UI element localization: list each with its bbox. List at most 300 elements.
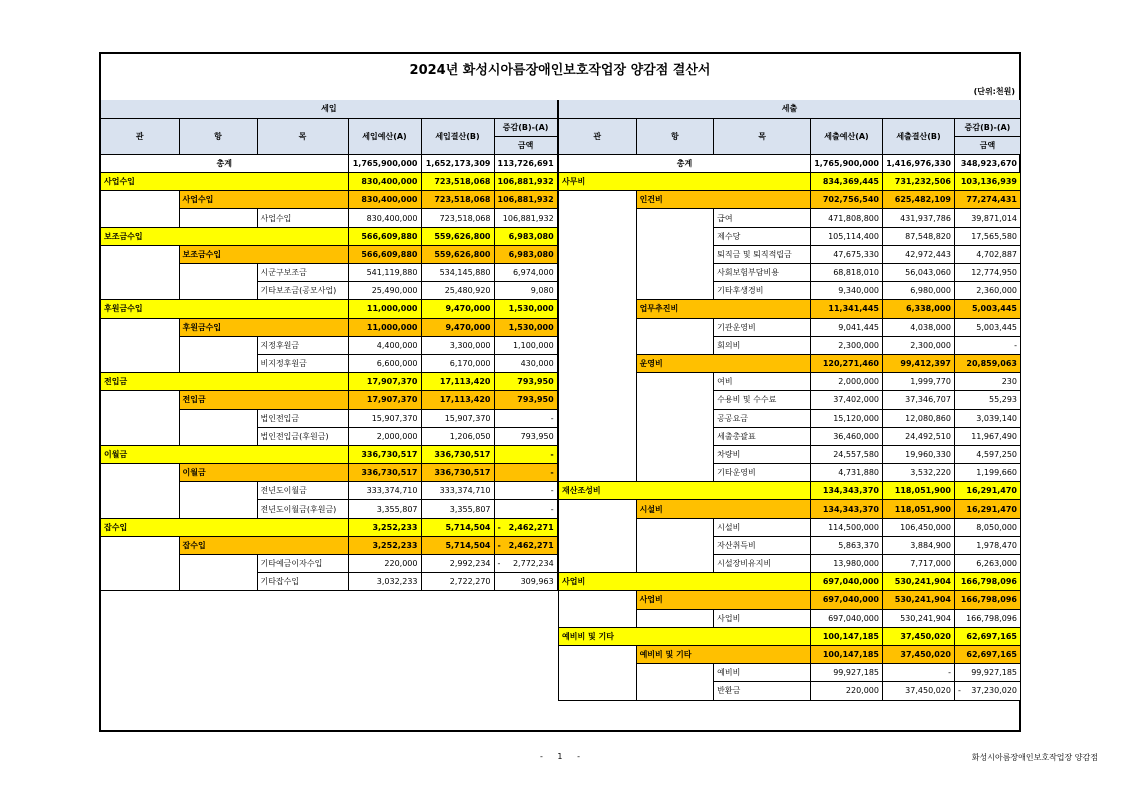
budget-value: 336,730,517 [348,464,421,482]
settle-value: 2,300,000 [883,336,955,354]
blank-hang-cell [179,409,257,445]
diff-value [954,573,1020,591]
row-label-mok: 시설장비유지비 [714,555,811,573]
row-label-hang: 예비비 및 기타 [636,645,810,663]
diff-value [954,500,1020,518]
blank-gwan-cell [559,645,637,700]
total-label: 총계 [101,154,348,172]
diff-value [494,191,557,209]
diff-amount: 55,293 [989,395,1017,405]
budget-value: 5,863,370 [811,536,883,554]
total-budget: 1,765,900,000 [348,154,421,172]
settle-value: 1,206,050 [421,427,494,445]
table-row [101,300,557,318]
income-table [101,100,558,591]
diff-value [954,609,1020,627]
diff-amount: 103,136,939 [960,177,1017,187]
table-row [559,173,1021,191]
settle-value: 17,113,420 [421,391,494,409]
budget-value: 100,147,185 [811,645,883,663]
diff-value [954,245,1020,263]
diff-amount: 2,772,234 [512,559,554,569]
diff-amount: 793,950 [520,431,554,441]
row-label-hang: 잡수입 [179,536,348,554]
settle-value: 6,170,000 [421,354,494,372]
diff-value [494,464,557,482]
header-diff-amount: 금액 [954,136,1020,154]
income-section-title: 세입 [101,100,557,118]
row-label-mok: 시설비 [714,518,811,536]
table-row [559,191,1021,209]
diff-value [494,264,557,282]
settle-value: 625,482,109 [883,191,955,209]
diff-amount: 39,871,014 [971,213,1017,223]
table-row [101,227,557,245]
table-row [101,445,557,463]
settle-value: 24,492,510 [883,427,955,445]
diff-amount: 106,881,932 [502,213,554,223]
budget-value: 36,460,000 [811,427,883,445]
budget-value: 114,500,000 [811,518,883,536]
budget-value: 134,343,370 [811,500,883,518]
row-label-mok: 급여 [714,209,811,227]
blank-gwan-cell [559,591,637,627]
negative-sign: - [957,686,961,696]
negative-sign: - [497,540,501,550]
diff-value [494,518,557,536]
document-title: 2024년 화성시아름장애인보호작업장 양감점 결산서 [409,63,711,78]
blank-gwan-cell [101,318,179,373]
row-label-mok: 공공요금 [714,409,811,427]
diff-value [954,591,1020,609]
diff-amount: - [550,449,554,459]
settle-value: 87,548,820 [883,227,955,245]
settle-value: 336,730,517 [421,445,494,463]
diff-amount: 1,100,000 [512,340,554,350]
diff-value [954,264,1020,282]
diff-amount: 6,974,000 [512,268,554,278]
budget-value: 3,252,233 [348,518,421,536]
settle-value: 723,518,068 [421,209,494,227]
settle-value: 3,355,807 [421,500,494,518]
budget-value: 333,374,710 [348,482,421,500]
row-label-gwan: 사업수입 [101,173,348,191]
row-label-hang: 사업비 [636,591,810,609]
row-label-mok: 세출총괄표 [714,427,811,445]
header-mok: 목 [257,118,348,154]
row-label-mok: 기관운영비 [714,318,811,336]
diff-value [494,227,557,245]
blank-hang-cell [636,609,714,627]
table-row [101,373,557,391]
settle-value: 9,470,000 [421,318,494,336]
header-diff: 증감(B)-(A) [954,118,1020,136]
settle-value: 6,980,000 [883,282,955,300]
diff-amount: 62,697,165 [966,650,1017,660]
settle-value: 7,717,000 [883,555,955,573]
blank-hang-cell [179,264,257,300]
row-label-mok: 퇴직금 및 퇴직적립금 [714,245,811,263]
budget-value: 4,400,000 [348,336,421,354]
settle-value: 5,714,504 [421,536,494,554]
row-label-gwan: 이월금 [101,445,348,463]
diff-value [954,427,1020,445]
diff-amount: 77,274,431 [966,195,1017,205]
row-label-mok: 법인전입금 [257,409,348,427]
settle-value: 56,043,060 [883,264,955,282]
diff-amount: 309,963 [520,577,554,587]
settle-value: 530,241,904 [883,573,955,591]
table-row [559,500,1021,518]
row-label-mok: 기타잡수입 [257,573,348,591]
header-budget: 세입예산(A) [348,118,421,154]
budget-value: 99,927,185 [811,664,883,682]
settle-value: 530,241,904 [883,609,955,627]
row-label-gwan: 후원금수입 [101,300,348,318]
diff-value [494,482,557,500]
diff-amount: 793,950 [517,377,554,387]
row-label-gwan: 예비비 및 기타 [559,627,811,645]
diff-value [954,300,1020,318]
diff-amount: 11,967,490 [971,431,1017,441]
diff-amount: 106,881,932 [497,195,554,205]
budget-value: 11,000,000 [348,300,421,318]
budget-value: 834,369,445 [811,173,883,191]
table-row [101,173,557,191]
row-label-mok: 기타보조금(공모사업) [257,282,348,300]
diff-amount: 4,702,887 [976,249,1017,259]
budget-value: 220,000 [348,555,421,573]
total-settle: 1,416,976,330 [883,154,955,172]
budget-value: 9,340,000 [811,282,883,300]
blank-hang-cell [636,318,714,354]
row-label-hang: 전입금 [179,391,348,409]
diff-value [954,682,1020,700]
row-label-mok: 제수당 [714,227,811,245]
header-budget: 세출예산(A) [811,118,883,154]
settle-value: 19,960,330 [883,445,955,463]
diff-amount: 2,360,000 [976,286,1017,296]
diff-amount: - [550,468,554,478]
header-gwan: 관 [101,118,179,154]
total-budget: 1,765,900,000 [811,154,883,172]
table-row [559,627,1021,645]
settle-value: 37,450,020 [883,682,955,700]
diff-amount: 16,291,470 [966,504,1017,514]
row-label-mok: 차량비 [714,445,811,463]
header-gwan: 관 [559,118,637,154]
budget-value: 134,343,370 [811,482,883,500]
table-row [101,318,557,336]
diff-value [494,391,557,409]
table-row [559,482,1021,500]
diff-value [954,445,1020,463]
diff-amount: 4,597,250 [976,449,1017,459]
negative-sign: - [497,559,501,569]
diff-amount: 6,983,080 [508,231,554,241]
diff-value [954,664,1020,682]
diff-value [954,536,1020,554]
diff-value [494,336,557,354]
row-label-gwan: 재산조성비 [559,482,811,500]
settle-value: 9,470,000 [421,300,494,318]
settle-value: 336,730,517 [421,464,494,482]
row-label-gwan: 보조금수입 [101,227,348,245]
row-label-mok: 여비 [714,373,811,391]
budget-value: 697,040,000 [811,573,883,591]
row-label-mok: 전년도이월금(후원금) [257,500,348,518]
blank-hang-cell [636,664,714,700]
row-label-mok: 사업비 [714,609,811,627]
diff-amount: 5,003,445 [971,304,1017,314]
settle-value: 15,907,370 [421,409,494,427]
expense-table [558,100,1021,701]
row-label-gwan: 사업비 [559,573,811,591]
row-label-hang: 인건비 [636,191,810,209]
table-row [559,573,1021,591]
budget-value: 2,300,000 [811,336,883,354]
settle-value: 37,346,707 [883,391,955,409]
footer-organization: 화성시아름장애인보호작업장 양감점 [971,753,1098,762]
row-label-mok: 기타후생경비 [714,282,811,300]
budget-value: 697,040,000 [811,591,883,609]
budget-value: 47,675,330 [811,245,883,263]
diff-value [494,536,557,554]
diff-amount: 106,881,932 [497,177,554,187]
row-label-mok: 기타예금이자수입 [257,555,348,573]
settle-value: 2,992,234 [421,555,494,573]
budget-value: 4,731,880 [811,464,883,482]
budget-value: 3,252,233 [348,536,421,554]
row-label-mok: 법인전입금(후원금) [257,427,348,445]
diff-value [954,354,1020,372]
blank-gwan-cell [101,391,179,446]
settle-value: 1,999,770 [883,373,955,391]
budget-value: 37,402,000 [811,391,883,409]
total-label: 총계 [559,154,811,172]
table-row [101,464,557,482]
header-settle: 세입결산(B) [421,118,494,154]
diff-value [494,500,557,518]
blank-hang-cell [179,555,257,591]
budget-value: 830,400,000 [348,191,421,209]
total-settle: 1,652,173,309 [421,154,494,172]
row-label-mok: 사업수입 [257,209,348,227]
diff-value [494,209,557,227]
budget-value: 2,000,000 [348,427,421,445]
settle-value: 3,884,900 [883,536,955,554]
blank-hang-cell [636,373,714,482]
settle-value: 6,338,000 [883,300,955,318]
budget-value: 13,980,000 [811,555,883,573]
budget-value: 830,400,000 [348,173,421,191]
table-row [101,518,557,536]
diff-value [954,409,1020,427]
row-label-mok: 예비비 [714,664,811,682]
diff-amount: 20,859,063 [966,359,1017,369]
row-label-hang: 이월금 [179,464,348,482]
budget-value: 11,341,445 [811,300,883,318]
diff-amount: 5,003,445 [976,322,1017,332]
settle-value: 723,518,068 [421,191,494,209]
row-label-gwan: 사무비 [559,173,811,191]
blank-gwan-cell [101,191,179,227]
settle-value: 37,450,020 [883,645,955,663]
budget-value: 68,818,010 [811,264,883,282]
budget-value: 566,609,880 [348,245,421,263]
budget-value: 15,120,000 [811,409,883,427]
budget-value: 220,000 [811,682,883,700]
blank-hang-cell [179,209,257,227]
diff-value [954,282,1020,300]
settle-value: 530,241,904 [883,591,955,609]
row-label-hang: 업무추진비 [636,300,810,318]
budget-value: 702,756,540 [811,191,883,209]
header-hang: 항 [179,118,257,154]
diff-value [494,245,557,263]
row-label-mok: 비지정후원금 [257,354,348,372]
diff-value [494,354,557,372]
budget-value: 697,040,000 [811,609,883,627]
diff-value [954,209,1020,227]
diff-value [954,464,1020,482]
budget-value: 15,907,370 [348,409,421,427]
settlement-document [99,52,1021,732]
blank-hang-cell [179,336,257,372]
diff-amount: 166,798,096 [960,577,1017,587]
budget-value: 9,041,445 [811,318,883,336]
diff-value [494,445,557,463]
total-diff: 348,923,670 [954,154,1020,172]
row-label-mok: 수용비 및 수수료 [714,391,811,409]
row-label-gwan: 전입금 [101,373,348,391]
diff-value [494,409,557,427]
table-row [559,645,1021,663]
diff-amount: 99,927,185 [971,668,1017,678]
settle-value: 25,480,920 [421,282,494,300]
blank-hang-cell [636,518,714,573]
diff-value [954,318,1020,336]
diff-amount: 6,263,000 [976,559,1017,569]
settle-value: 431,937,786 [883,209,955,227]
settle-value: 559,626,800 [421,227,494,245]
settle-value: 3,532,220 [883,464,955,482]
diff-value [954,191,1020,209]
diff-value [954,627,1020,645]
budget-value: 3,355,807 [348,500,421,518]
budget-value: 120,271,460 [811,354,883,372]
blank-gwan-cell [101,245,179,300]
settle-value: 723,518,068 [421,173,494,191]
settle-value: 106,450,000 [883,518,955,536]
row-label-hang: 사업수입 [179,191,348,209]
diff-value [494,173,557,191]
settle-value: 731,232,506 [883,173,955,191]
row-label-mok: 기타운영비 [714,464,811,482]
diff-value [954,391,1020,409]
row-label-mok: 회의비 [714,336,811,354]
diff-amount: 1,530,000 [508,322,554,332]
total-diff: 113,726,691 [494,154,557,172]
diff-amount: 8,050,000 [976,522,1017,532]
diff-amount: 2,462,271 [508,522,554,532]
row-label-mok: 전년도이월금 [257,482,348,500]
diff-amount: 3,039,140 [976,413,1017,423]
budget-value: 541,119,880 [348,264,421,282]
diff-amount: 1,978,470 [976,540,1017,550]
budget-value: 336,730,517 [348,445,421,463]
diff-amount: 37,230,020 [971,686,1017,696]
row-label-gwan: 잡수입 [101,518,348,536]
row-label-hang: 보조금수입 [179,245,348,263]
settle-value: 118,051,900 [883,500,955,518]
header-settle: 세출결산(B) [883,118,955,154]
budget-value: 17,907,370 [348,391,421,409]
row-label-mok: 자산취득비 [714,536,811,554]
settle-value: 534,145,880 [421,264,494,282]
blank-gwan-cell [101,536,179,591]
diff-amount: - [1014,340,1017,350]
diff-amount: 1,530,000 [508,304,554,314]
table-row [101,536,557,554]
diff-value [954,336,1020,354]
diff-amount: 2,462,271 [508,540,554,550]
header-hang: 항 [636,118,714,154]
settle-value: 5,714,504 [421,518,494,536]
row-label-hang: 운영비 [636,354,810,372]
diff-amount: 9,080 [530,286,554,296]
diff-amount: 793,950 [517,395,554,405]
diff-amount: 166,798,096 [960,595,1017,605]
budget-value: 17,907,370 [348,373,421,391]
diff-amount: - [550,504,554,514]
settle-value: 42,972,443 [883,245,955,263]
settle-value: 99,412,397 [883,354,955,372]
settle-value: 12,080,860 [883,409,955,427]
diff-value [954,482,1020,500]
budget-value: 100,147,185 [811,627,883,645]
diff-value [494,373,557,391]
settle-value: 3,300,000 [421,336,494,354]
budget-value: 11,000,000 [348,318,421,336]
settle-value: 37,450,020 [883,627,955,645]
header-mok: 목 [714,118,811,154]
blank-hang-cell [636,209,714,300]
diff-value [494,573,557,591]
diff-value [494,318,557,336]
diff-value [954,518,1020,536]
negative-sign: - [497,522,501,532]
diff-amount: - [550,413,554,423]
row-label-mok: 사회보험부담비용 [714,264,811,282]
blank-gwan-cell [101,464,179,519]
table-row [101,391,557,409]
diff-amount: 6,983,080 [508,249,554,259]
page-number: - 1 - [540,752,586,761]
budget-value: 566,609,880 [348,227,421,245]
settle-value: - [883,664,955,682]
row-label-hang: 시설비 [636,500,810,518]
budget-value: 471,808,800 [811,209,883,227]
blank-hang-cell [179,482,257,518]
settle-value: 333,374,710 [421,482,494,500]
row-label-mok: 지정후원금 [257,336,348,354]
blank-gwan-cell [559,191,637,482]
header-diff: 증감(B)-(A) [494,118,557,136]
table-row [101,245,557,263]
unit-label: (단위:천원) [973,87,1015,96]
settle-value: 118,051,900 [883,482,955,500]
